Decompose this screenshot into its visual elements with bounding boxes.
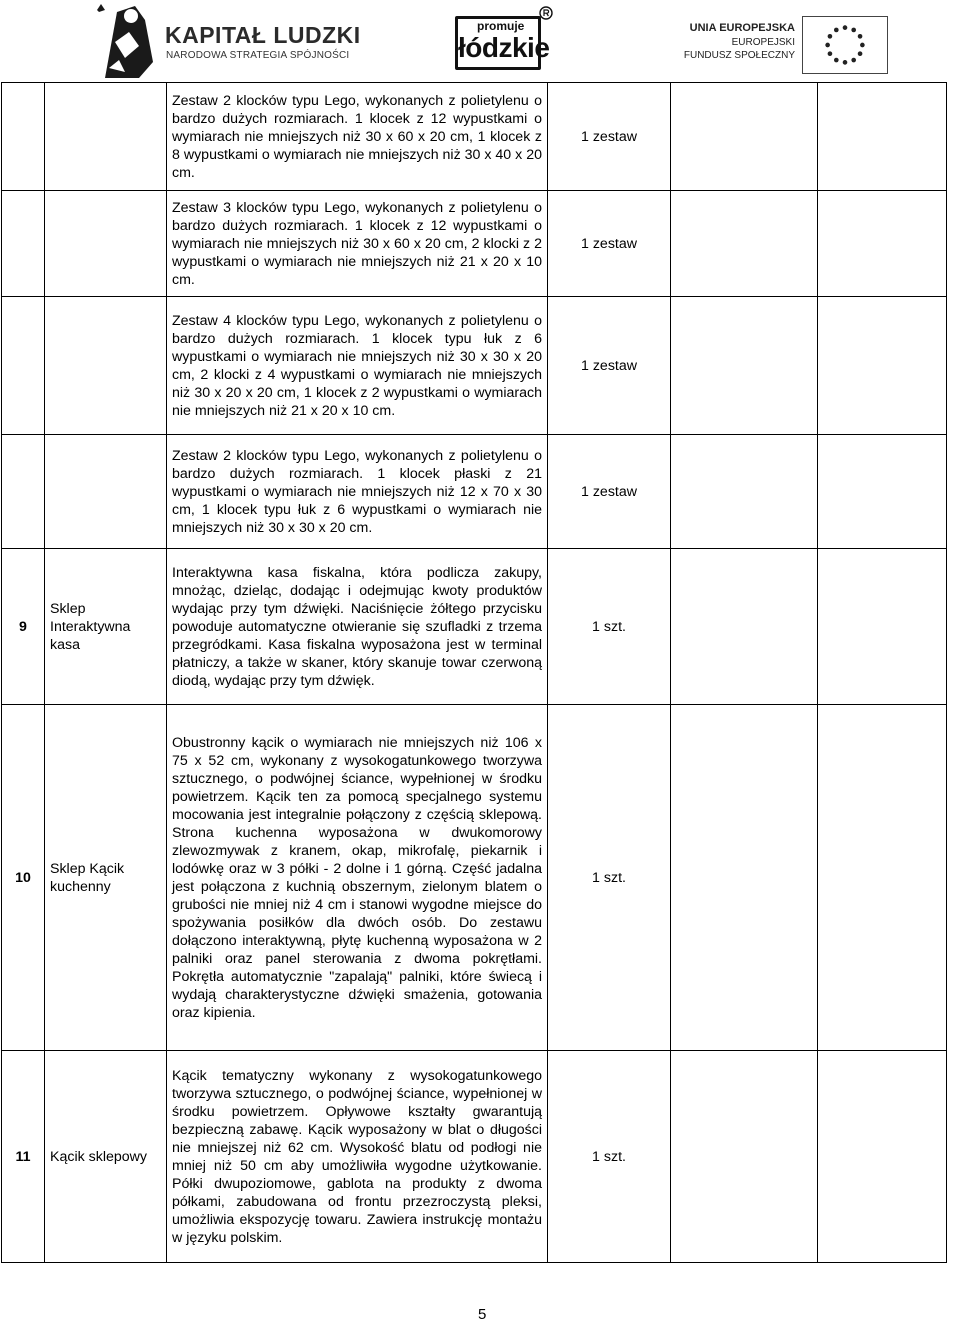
table-row xyxy=(2,1051,947,1263)
item-description: Interaktywna kasa fiskalna, która podlicza zakupy, mnożąc, dzieląc, dodając i odejmując kwoty produktów wydając przy tym dźwięki. Naciśnięcie żółtego przycisku powoduje automatyczne otwieranie się szufladki z trzema przegródkami. Kasa fiskalna wyposażona jest w terminal płatniczy, a także w skaner, który skanuje towar czerwoną diodą, wydając przy tym dźwięk. xyxy=(167,549,548,705)
item-name xyxy=(45,435,167,549)
ue-line-1: UNIA EUROPEJSKA xyxy=(689,22,795,34)
row-number xyxy=(2,297,45,435)
kapital-ludzki-logo xyxy=(95,2,361,80)
page-header xyxy=(0,0,960,82)
lodzkie-top-text: promuje xyxy=(477,19,525,33)
empty-cell xyxy=(671,705,818,1051)
item-quantity: 1 szt. xyxy=(548,549,671,705)
page-number: 5 xyxy=(478,1306,487,1323)
empty-cell xyxy=(671,83,818,191)
item-name: Sklep Interaktywna kasa xyxy=(45,549,167,705)
empty-cell xyxy=(818,297,947,435)
empty-cell xyxy=(818,1051,947,1263)
item-name xyxy=(45,297,167,435)
specification-table xyxy=(1,82,947,1263)
row-number xyxy=(2,191,45,297)
empty-cell xyxy=(671,297,818,435)
empty-cell xyxy=(818,705,947,1051)
item-quantity: 1 szt. xyxy=(548,705,671,1051)
row-number xyxy=(2,83,45,191)
empty-cell xyxy=(818,435,947,549)
kapital-ludzki-subtitle: NARODOWA STRATEGIA SPÓJNOŚCI xyxy=(166,50,350,61)
table-row xyxy=(2,83,947,191)
item-name: Kącik sklepowy xyxy=(45,1051,167,1263)
table-row xyxy=(2,705,947,1051)
row-number: 10 xyxy=(2,705,45,1051)
item-description: Obustronny kącik o wymiarach nie mniejszych niż 106 x 75 x 52 cm, wykonany z wysokogatunkowego tworzywa sztucznego, o podwójnej ściance, wypełnionej w środku powietrzem. Kącik ten za pomocą specjalnego systemu mocowania jest integralnie połączony z częścią sklepową. Strona kuchenna wyposażona w dwukomorowy zlewozmywak z kranem, okap, mikrofalę, piekarnik i lodówkę oraz w 3 półki - 2 dolne i 1 górną. Część jadalna jest połączona z kuchnią obszernym, zielonym blatem o grubości nie mniej niż 4 cm i stanowi wygodne miejsce do spożywania posiłków dla dwóch osób. Do zestawu dołączono interaktywną, płytę kuchenną wyposażona w 2 palniki oraz panel sterowania z dwoma pokrętłami. Pokrętła automatycznie "zapalają" palniki, które świecą i wydają charakterystyczne dźwięki smażenia, gotowania oraz kipienia. xyxy=(167,705,548,1051)
ue-line-3: FUNDUSZ SPOŁECZNY xyxy=(683,50,795,61)
kapital-ludzki-emblem-icon xyxy=(95,2,157,80)
item-name: Sklep Kącik kuchenny xyxy=(45,705,167,1051)
table-row xyxy=(2,191,947,297)
promuje-lodzkie-logo xyxy=(455,6,555,68)
ue-line-2: EUROPEJSKI xyxy=(731,37,795,48)
item-description: Zestaw 2 klocków typu Lego, wykonanych z polietylenu o bardzo dużych rozmiarach. 1 klocek z 12 wypustkami o wymiarach nie mniejszych niż 30 x 60 x 20 cm, 1 klocek z 8 wypustkami o wymiarach nie mniejszych niż 30 x 40 x 20 cm. xyxy=(167,83,548,191)
row-number: 9 xyxy=(2,549,45,705)
row-number xyxy=(2,435,45,549)
empty-cell xyxy=(818,83,947,191)
empty-cell xyxy=(671,1051,818,1263)
item-description: Zestaw 4 klocków typu Lego, wykonanych z polietylenu o bardzo dużych rozmiarach. 1 klocek typu łuk z 6 wypustkami o wymiarach nie mniejszych niż 30 x 30 x 20 cm, 2 klocki z 4 wypustkami o wymiarach nie mniejszych niż 30 x 20 x 20 cm, 1 klocek z 2 wypustkami o wymiarach nie mniejszych niż 21 x 20 x 10 cm. xyxy=(167,297,548,435)
eu-flag-icon xyxy=(802,16,888,74)
item-description: Kącik tematyczny wykonany z wysokogatunkowego tworzywa sztucznego, o podwójnej ściance, wypełnionej w środku powietrzem. Opływowe kształty gwarantują bezpieczną zabawę. Kącik wyposażony w blat o długości nie mniejszej niż 62 cm. Wysokość blatu od podłogi nie mniej niż 50 cm aby umożliwiła wygodne użytkowanie. Półki dwupoziomowe, gablota na produkty z dwoma półkami, zabudowana od frontu przezroczystą pleksi, umożliwia ekspozycję towaru. Zawiera instrukcję montażu w języku polskim. xyxy=(167,1051,548,1263)
empty-cell xyxy=(671,191,818,297)
item-quantity: 1 zestaw xyxy=(548,435,671,549)
item-quantity: 1 szt. xyxy=(548,1051,671,1263)
table-row xyxy=(2,435,947,549)
item-description: Zestaw 2 klocków typu Lego, wykonanych z polietylenu o bardzo dużych rozmiarach. 1 klocek płaski z 21 wypustkami o wymiarach nie mniejszych niż 12 x 70 x 30 cm, 1 klocek typu łuk z 6 wypustkami o wymiarach nie mniejszych niż 30 x 30 x 20 cm. xyxy=(167,435,548,549)
item-quantity: 1 zestaw xyxy=(548,83,671,191)
empty-cell xyxy=(818,549,947,705)
lodzkie-main-text: łódzkie xyxy=(458,32,550,63)
unia-europejska-logo xyxy=(683,10,890,70)
kapital-ludzki-title: KAPITAŁ LUDZKI xyxy=(165,22,361,48)
table-row xyxy=(2,549,947,705)
item-name xyxy=(45,191,167,297)
row-number: 11 xyxy=(2,1051,45,1263)
empty-cell xyxy=(671,435,818,549)
table-row xyxy=(2,297,947,435)
item-quantity: 1 zestaw xyxy=(548,297,671,435)
item-description: Zestaw 3 klocków typu Lego, wykonanych z polietylenu o bardzo dużych rozmiarach. 1 klocek z 12 wypustkami o wymiarach nie mniejszych niż 30 x 60 x 20 cm, 2 klocki z 2 wypustkami o wymiarach nie mniejszych niż 21 x 20 x 10 cm. xyxy=(167,191,548,297)
empty-cell xyxy=(818,191,947,297)
item-name xyxy=(45,83,167,191)
registered-mark-icon xyxy=(539,6,553,20)
empty-cell xyxy=(671,549,818,705)
item-quantity: 1 zestaw xyxy=(548,191,671,297)
